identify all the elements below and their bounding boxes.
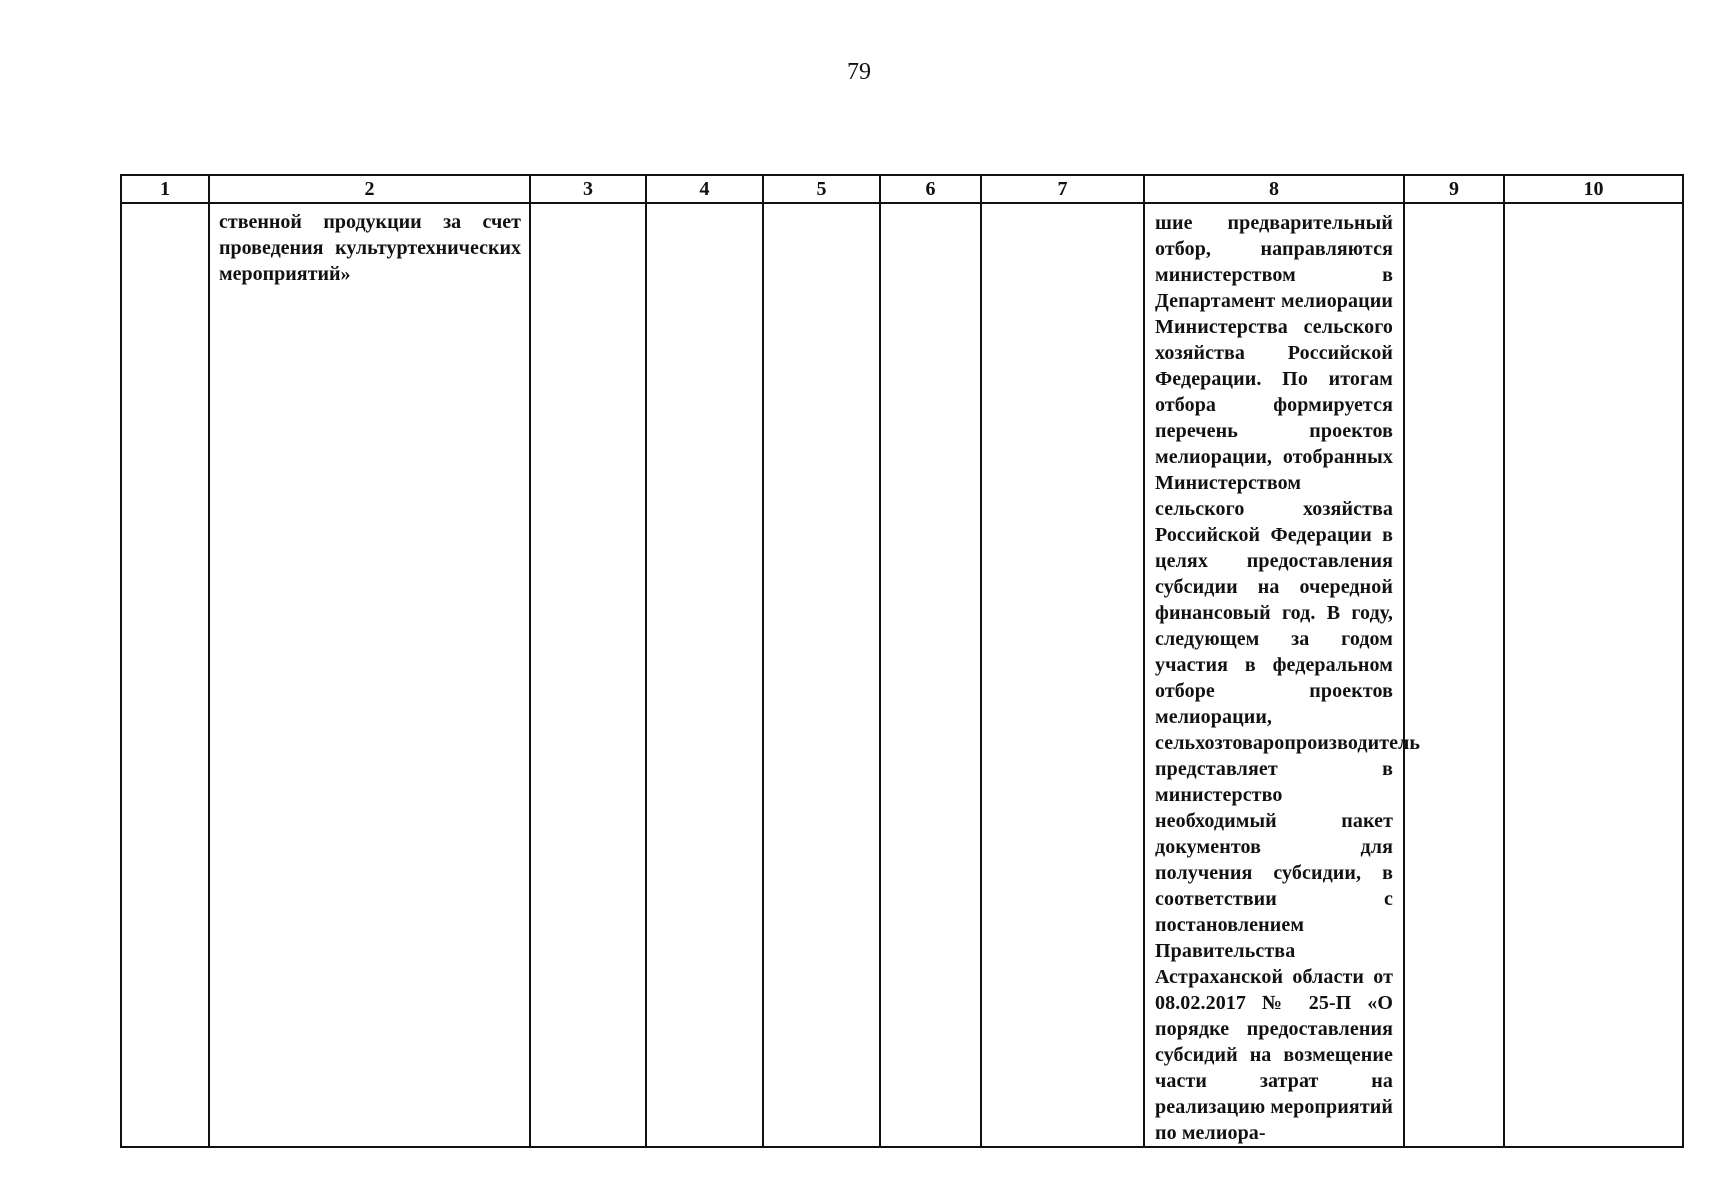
- table-cell-col7: [981, 203, 1144, 1147]
- column-header-5: 5: [763, 175, 880, 203]
- table-cell-col8: [1144, 203, 1421, 1147]
- page-number: 79: [847, 59, 871, 85]
- column-header-7: 7: [981, 175, 1144, 203]
- column-header-1: 1: [121, 175, 209, 203]
- data-table: [120, 174, 1684, 1148]
- column-header-8: 8: [1144, 175, 1404, 203]
- column-header-9: 9: [1404, 175, 1504, 203]
- cell-text-col9: [1405, 204, 1503, 209]
- table-cell-col3: [530, 203, 646, 1147]
- column-header-6: 6: [880, 175, 981, 203]
- cell-text-col7: [982, 204, 1143, 209]
- table-cell-col9: [1404, 203, 1504, 1147]
- table-cell-col10: [1504, 203, 1683, 1147]
- table-cell-col5: [763, 203, 880, 1147]
- column-header-10: 10: [1504, 175, 1683, 203]
- table-header-row: [121, 175, 1683, 203]
- column-header-3: 3: [530, 175, 646, 203]
- cell-text-col8: шие предварительный отбор, направляются министерством в Департамент мелиорации Министерства сельского хозяйства Российской Федерации. По итогам отбора формируется перечень проектов мелиорации, отобранных Министерством сельского хозяйства Российской Федерации в целях предоставления субсидии на очередной финансовый год. В году, следующем за годом участия в федеральном отборе проектов мелиорации, сельхозтоваропроизводитель представляет в министерство необходимый пакет документов для получения субсидии, в соответствии с постановлением Правительства Астраханской области от 08.02.2017 № 25-П «О порядке предоставления субсидий на возмещение части затрат на реализацию мероприятий по мелиора-: [1155, 212, 1421, 1144]
- table-cell-col4: [646, 203, 763, 1147]
- table-cell-col2: [209, 203, 530, 1147]
- table-cell-col6: [880, 203, 981, 1147]
- column-header-4: 4: [646, 175, 763, 203]
- cell-text-col5: [764, 204, 879, 209]
- cell-text-col2: ственной продукции за счет проведения культуртехнических мероприятий»: [219, 211, 521, 285]
- column-header-2: 2: [209, 175, 530, 203]
- cell-text-col1: [122, 204, 208, 209]
- cell-text-col6: [881, 204, 980, 209]
- cell-text-col10: [1505, 204, 1682, 209]
- table-row: [121, 203, 1683, 1147]
- table-cell-col1: [121, 203, 209, 1147]
- cell-text-col4: [647, 204, 762, 209]
- cell-text-col3: [531, 204, 645, 209]
